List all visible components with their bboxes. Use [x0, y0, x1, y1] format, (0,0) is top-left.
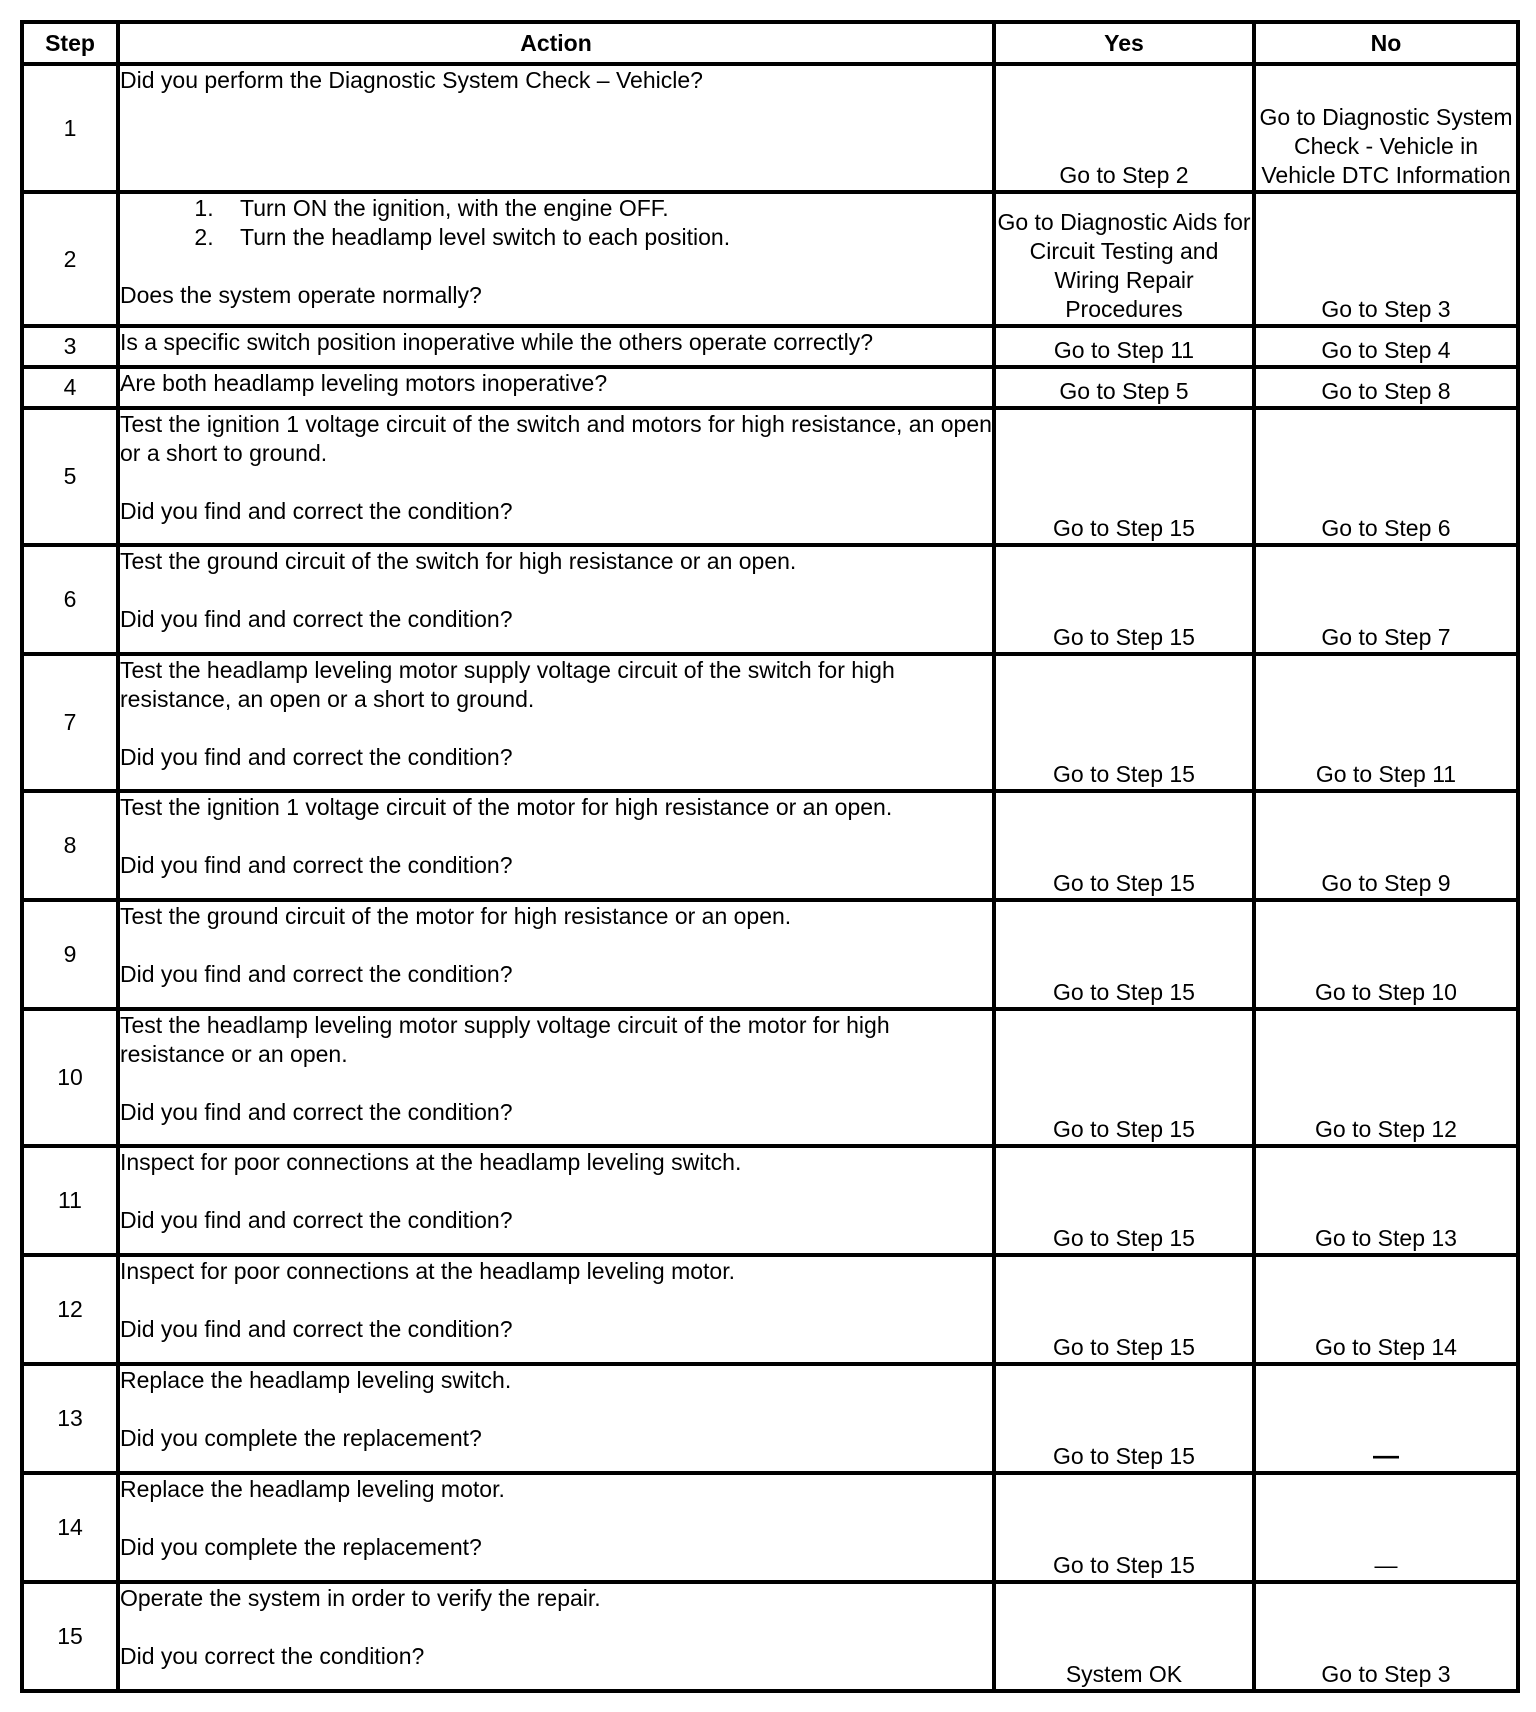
action-question: Did you complete the replacement? — [120, 1534, 482, 1560]
action-cell — [118, 64, 994, 192]
step-number: 12 — [22, 1255, 118, 1364]
no-result: Go to Step 14 — [1254, 1255, 1518, 1364]
table-header-row — [22, 22, 1518, 64]
yes-result: Go to Step 15 — [994, 791, 1254, 900]
action-cell — [118, 545, 994, 654]
step-number: 14 — [22, 1473, 118, 1582]
yes-result: System OK — [994, 1582, 1254, 1691]
yes-result: Go to Step 15 — [994, 1364, 1254, 1473]
step-number: 11 — [22, 1146, 118, 1255]
table-row — [22, 326, 1518, 367]
action-instruction: Test the ground circuit of the motor for high resistance or an open. — [120, 903, 792, 929]
yes-result: Go to Step 15 — [994, 1146, 1254, 1255]
table-row — [22, 192, 1518, 326]
no-result: Go to Step 11 — [1254, 654, 1518, 791]
action-instruction: Operate the system in order to verify the repair. — [120, 1585, 601, 1611]
action-instruction: Replace the headlamp leveling motor. — [120, 1476, 505, 1502]
action-cell — [118, 1009, 994, 1146]
no-result: Go to Step 10 — [1254, 900, 1518, 1009]
yes-result: Go to Step 11 — [994, 326, 1254, 367]
action-instruction: Is a specific switch position inoperative while the others operate correctly? — [120, 329, 873, 355]
yes-result: Go to Step 15 — [994, 654, 1254, 791]
no-result: Go to Step 12 — [1254, 1009, 1518, 1146]
procedure-item: 1. Turn ON the ignition, with the engine OFF. — [220, 194, 992, 223]
action-cell — [118, 1582, 994, 1691]
action-question: Did you find and correct the condition? — [120, 1207, 513, 1233]
step-number: 3 — [22, 326, 118, 367]
action-question: Did you find and correct the condition? — [120, 852, 513, 878]
step-column-header: Step — [22, 22, 118, 64]
yes-column-header: Yes — [994, 22, 1254, 64]
step-number: 4 — [22, 367, 118, 408]
no-result: — — [1254, 1473, 1518, 1582]
no-result: Go to Step 9 — [1254, 791, 1518, 900]
table-row — [22, 64, 1518, 192]
step-number: 2 — [22, 192, 118, 326]
no-result: Go to Step 3 — [1254, 1582, 1518, 1691]
yes-result: Go to Step 5 — [994, 367, 1254, 408]
action-instruction: Test the headlamp leveling motor supply voltage circuit of the switch for high resistance, an open or a short to ground. — [120, 657, 895, 712]
action-instruction: Are both headlamp leveling motors inoperative? — [120, 370, 608, 396]
table-row — [22, 1582, 1518, 1691]
step-number: 7 — [22, 654, 118, 791]
action-question: Did you find and correct the condition? — [120, 606, 513, 632]
yes-result: Go to Step 15 — [994, 900, 1254, 1009]
table-row — [22, 900, 1518, 1009]
table-row — [22, 1364, 1518, 1473]
action-cell — [118, 1146, 994, 1255]
no-result-dash: — — [1373, 1440, 1399, 1470]
no-result: Go to Step 4 — [1254, 326, 1518, 367]
table-row — [22, 545, 1518, 654]
table-row — [22, 1255, 1518, 1364]
action-instruction: Did you perform the Diagnostic System Check – Vehicle? — [120, 67, 703, 93]
no-result: Go to Step 7 — [1254, 545, 1518, 654]
action-instruction: Inspect for poor connections at the headlamp leveling motor. — [120, 1258, 735, 1284]
action-question: Did you find and correct the condition? — [120, 744, 513, 770]
action-instruction: Replace the headlamp leveling switch. — [120, 1367, 512, 1393]
yes-result: Go to Step 15 — [994, 545, 1254, 654]
step-number: 6 — [22, 545, 118, 654]
action-question: Did you find and correct the condition? — [120, 498, 513, 524]
step-number: 8 — [22, 791, 118, 900]
yes-result: Go to Step 15 — [994, 1473, 1254, 1582]
yes-result: Go to Step 15 — [994, 1255, 1254, 1364]
action-question: Does the system operate normally? — [120, 282, 482, 308]
action-column-header: Action — [118, 22, 994, 64]
table-row — [22, 654, 1518, 791]
no-result: Go to Diagnostic System Check - Vehicle in Vehicle DTC Information — [1254, 64, 1518, 192]
action-question: Did you find and correct the condition? — [120, 1099, 513, 1125]
action-instruction: Test the headlamp leveling motor supply voltage circuit of the motor for high resistance or an open. — [120, 1012, 890, 1067]
step-number: 15 — [22, 1582, 118, 1691]
no-result: Go to Step 13 — [1254, 1146, 1518, 1255]
table-row — [22, 791, 1518, 900]
yes-result: Go to Step 15 — [994, 408, 1254, 545]
action-cell — [118, 1255, 994, 1364]
table-row — [22, 1146, 1518, 1255]
diagnostic-table — [20, 20, 1520, 1693]
table-row — [22, 408, 1518, 545]
action-question: Did you find and correct the condition? — [120, 961, 513, 987]
action-instruction: Test the ground circuit of the switch for high resistance or an open. — [120, 548, 797, 574]
table-row — [22, 367, 1518, 408]
action-cell — [118, 192, 994, 326]
action-cell — [118, 1364, 994, 1473]
action-question: Did you correct the condition? — [120, 1643, 425, 1669]
no-result: Go to Step 3 — [1254, 192, 1518, 326]
step-number: 13 — [22, 1364, 118, 1473]
table-row — [22, 1009, 1518, 1146]
action-cell — [118, 654, 994, 791]
procedure-item: 2. Turn the headlamp level switch to each position. — [220, 223, 992, 252]
action-cell — [118, 1473, 994, 1582]
action-cell — [118, 791, 994, 900]
step-number: 10 — [22, 1009, 118, 1146]
action-question: Did you find and correct the condition? — [120, 1316, 513, 1342]
action-instruction: Inspect for poor connections at the headlamp leveling switch. — [120, 1149, 742, 1175]
action-question: Did you complete the replacement? — [120, 1425, 482, 1451]
action-cell — [118, 900, 994, 1009]
no-result: Go to Step 6 — [1254, 408, 1518, 545]
action-instruction: Test the ignition 1 voltage circuit of the motor for high resistance or an open. — [120, 794, 893, 820]
action-instruction: Test the ignition 1 voltage circuit of the switch and motors for high resistance, an open or a short to ground. — [120, 411, 992, 466]
yes-result: Go to Step 15 — [994, 1009, 1254, 1146]
step-number: 5 — [22, 408, 118, 545]
yes-result: Go to Step 2 — [994, 64, 1254, 192]
table-row — [22, 1473, 1518, 1582]
action-cell — [118, 367, 994, 408]
action-procedure-list — [120, 194, 992, 252]
no-result — [1254, 1364, 1518, 1473]
yes-result: Go to Diagnostic Aids for Circuit Testing and Wiring Repair Procedures — [994, 192, 1254, 326]
no-column-header: No — [1254, 22, 1518, 64]
step-number: 9 — [22, 900, 118, 1009]
step-number: 1 — [22, 64, 118, 192]
no-result: Go to Step 8 — [1254, 367, 1518, 408]
action-cell — [118, 408, 994, 545]
action-cell — [118, 326, 994, 367]
